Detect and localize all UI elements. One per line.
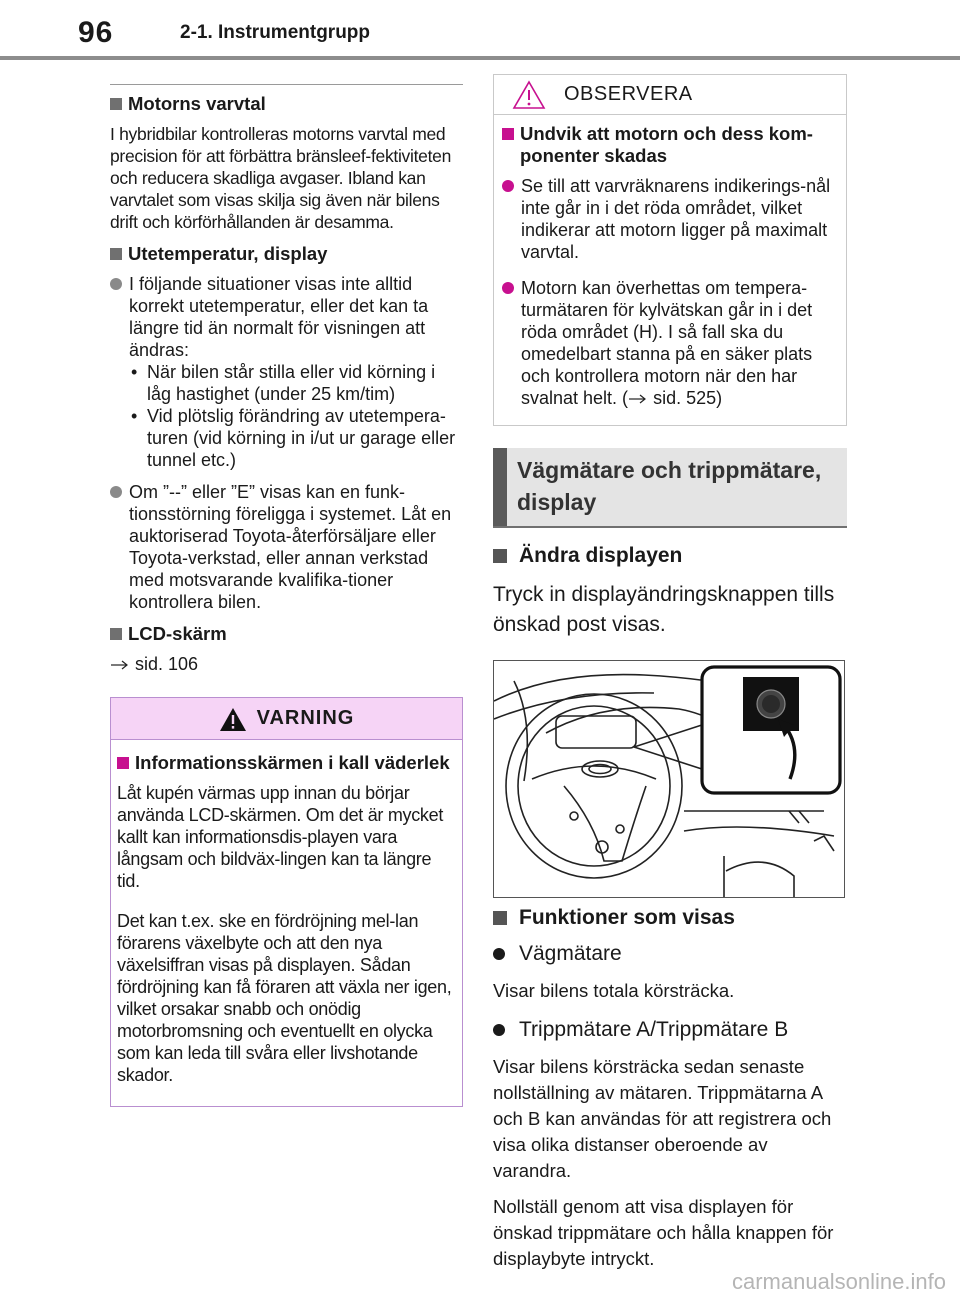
watermark: carmanualsonline.info	[731, 1269, 946, 1294]
warning-triangle-icon	[219, 706, 247, 732]
lcd-heading: LCD-skärm	[110, 623, 463, 645]
round-bullet-icon	[502, 180, 514, 192]
list-item: • När bilen står stilla eller vid körning i låg hastighet (under 25 km/tim)	[131, 362, 436, 404]
change-text: Tryck in displayändringsknappen tills önskad post visas.	[493, 583, 835, 636]
reset-text: Nollställ genom att visa displayen för önskad trippmätare och hålla knappen för displaybyte intryckt.	[493, 1196, 834, 1269]
notice-box	[493, 74, 847, 426]
round-bullet-icon	[502, 282, 514, 294]
divider	[110, 84, 463, 85]
header-rule	[0, 56, 960, 60]
square-bullet-icon	[110, 248, 122, 260]
functions-heading: Funktioner som visas	[493, 906, 847, 930]
change-heading: Ändra displayen	[493, 544, 847, 568]
rpm-text: I hybridbilar kontrolleras motorns varvtal med precision för att förbättra bränsleef-fektiviteten och reducera skadliga avgaser. Ibland kan varvtalet som visas skilja sig även när bilens drift och körförhållanden är desamma.	[110, 124, 452, 232]
section-header	[493, 448, 847, 528]
tripmeter-text: Visar bilens körsträcka sedan senaste nollställning av mätaren. Trippmätarna A och B kan användas för att registrera och visa olika distanser oberoende av varandra.	[493, 1056, 832, 1181]
list-item: • Vid plötslig förändring av utetempera-turen (vid körning in i/ut ur garage eller tunnel etc.)	[131, 406, 456, 470]
square-bullet-icon	[110, 628, 122, 640]
page-header	[0, 0, 960, 62]
temp-heading: Utetemperatur, display	[110, 243, 463, 265]
round-bullet-icon	[493, 1024, 505, 1036]
arrow-right-icon	[628, 394, 648, 404]
rpm-heading: Motorns varvtal	[110, 93, 463, 115]
tripmeter-item: Trippmätare A/Trippmätare B	[493, 1018, 847, 1042]
page-link[interactable]: sid. 525)	[653, 388, 723, 408]
caution-triangle-icon	[512, 80, 546, 110]
square-bullet-icon	[110, 98, 122, 110]
square-bullet-icon	[493, 911, 507, 925]
right-column	[493, 74, 847, 1282]
odometer-text: Visar bilens totala körsträcka.	[493, 980, 735, 1001]
temp-sublist	[129, 361, 463, 471]
round-bullet-icon	[110, 278, 122, 290]
square-bullet-icon	[493, 549, 507, 563]
section-title: Vägmätare och trippmätare, display	[517, 457, 822, 515]
warning-heading: Informationsskärmen i kall väderlek	[117, 752, 456, 774]
warning-text-1: Låt kupén värmas upp innan du börjar använda LCD-skärmen. Om det är mycket kallt kan informationsdis-playen vara långsam och bildväx-lingen kan ta längre tid.	[117, 783, 444, 891]
warning-box	[110, 697, 463, 1107]
notice-bullet-1: Se till att varvräknarens indikerings-nål inte går in i det röda området, vilket indikerar att motorn ligger på maximalt varvtal.	[502, 175, 838, 263]
square-bullet-icon	[117, 757, 129, 769]
round-bullet-icon	[110, 486, 122, 498]
chapter-title: 2-1. Instrumentgrupp	[180, 22, 371, 43]
warning-header	[111, 698, 462, 740]
notice-header	[494, 75, 846, 115]
dashboard-illustration	[493, 660, 845, 898]
steering-wheel-illustration	[494, 661, 844, 897]
warning-text-2: Det kan t.ex. ske en fördröjning mel-lan förarens växelbyte och att den nya växelsiffran visas på displayen. Sådan fördröjning kan få föraren att växla ner igen, vilket orsakar snabb och onödig motorbromsning och eventuellt en olycka som kan leda till svåra eller livshotande skador.	[117, 911, 452, 1085]
page-number: 96	[78, 16, 114, 49]
notice-heading: Undvik att motorn och dess kom-ponenter skadas	[502, 123, 838, 167]
warning-title: VARNING	[256, 707, 355, 729]
notice-bullet-2: Motorn kan överhettas om tempera-turmätaren för kylvätskan går in i det röda området (H). I så fall ska du omedelbart stanna på en säker plats och kontrollera motorn när den har svalnat helt. ( sid. 525)	[502, 277, 838, 409]
temp-bullet-2: Om ”--” eller ”E” visas kan en funk-tionsstörning föreligga i systemet. Låt en auktoriserad Toyota-återförsäljare eller Toyota-verkstad, eller annan verkstad med motsvarande kvalifika-tioner kontrollera bilen.	[110, 481, 463, 613]
warning-body	[111, 740, 462, 1106]
section-accent	[493, 448, 507, 526]
round-bullet-icon	[493, 948, 505, 960]
notice-title: OBSERVERA	[564, 83, 693, 105]
notice-body	[494, 115, 846, 425]
lcd-page-link[interactable]: sid. 106	[110, 653, 463, 675]
temp-bullet-1: I följande situationer visas inte alltid korrekt utetemperatur, eller det kan ta längre tid än normalt för visningen att ändras: • När bilen står stilla eller vid körning i låg hastighet (under 25 km/tim) • Vid plötslig förändring av utetempera-turen (vid körning in i/ut ur garage eller tunnel etc.)	[110, 273, 463, 471]
odometer-item: Vägmätare	[493, 942, 847, 966]
left-column	[110, 84, 463, 1107]
square-bullet-icon	[502, 128, 514, 140]
arrow-right-icon	[110, 660, 130, 670]
